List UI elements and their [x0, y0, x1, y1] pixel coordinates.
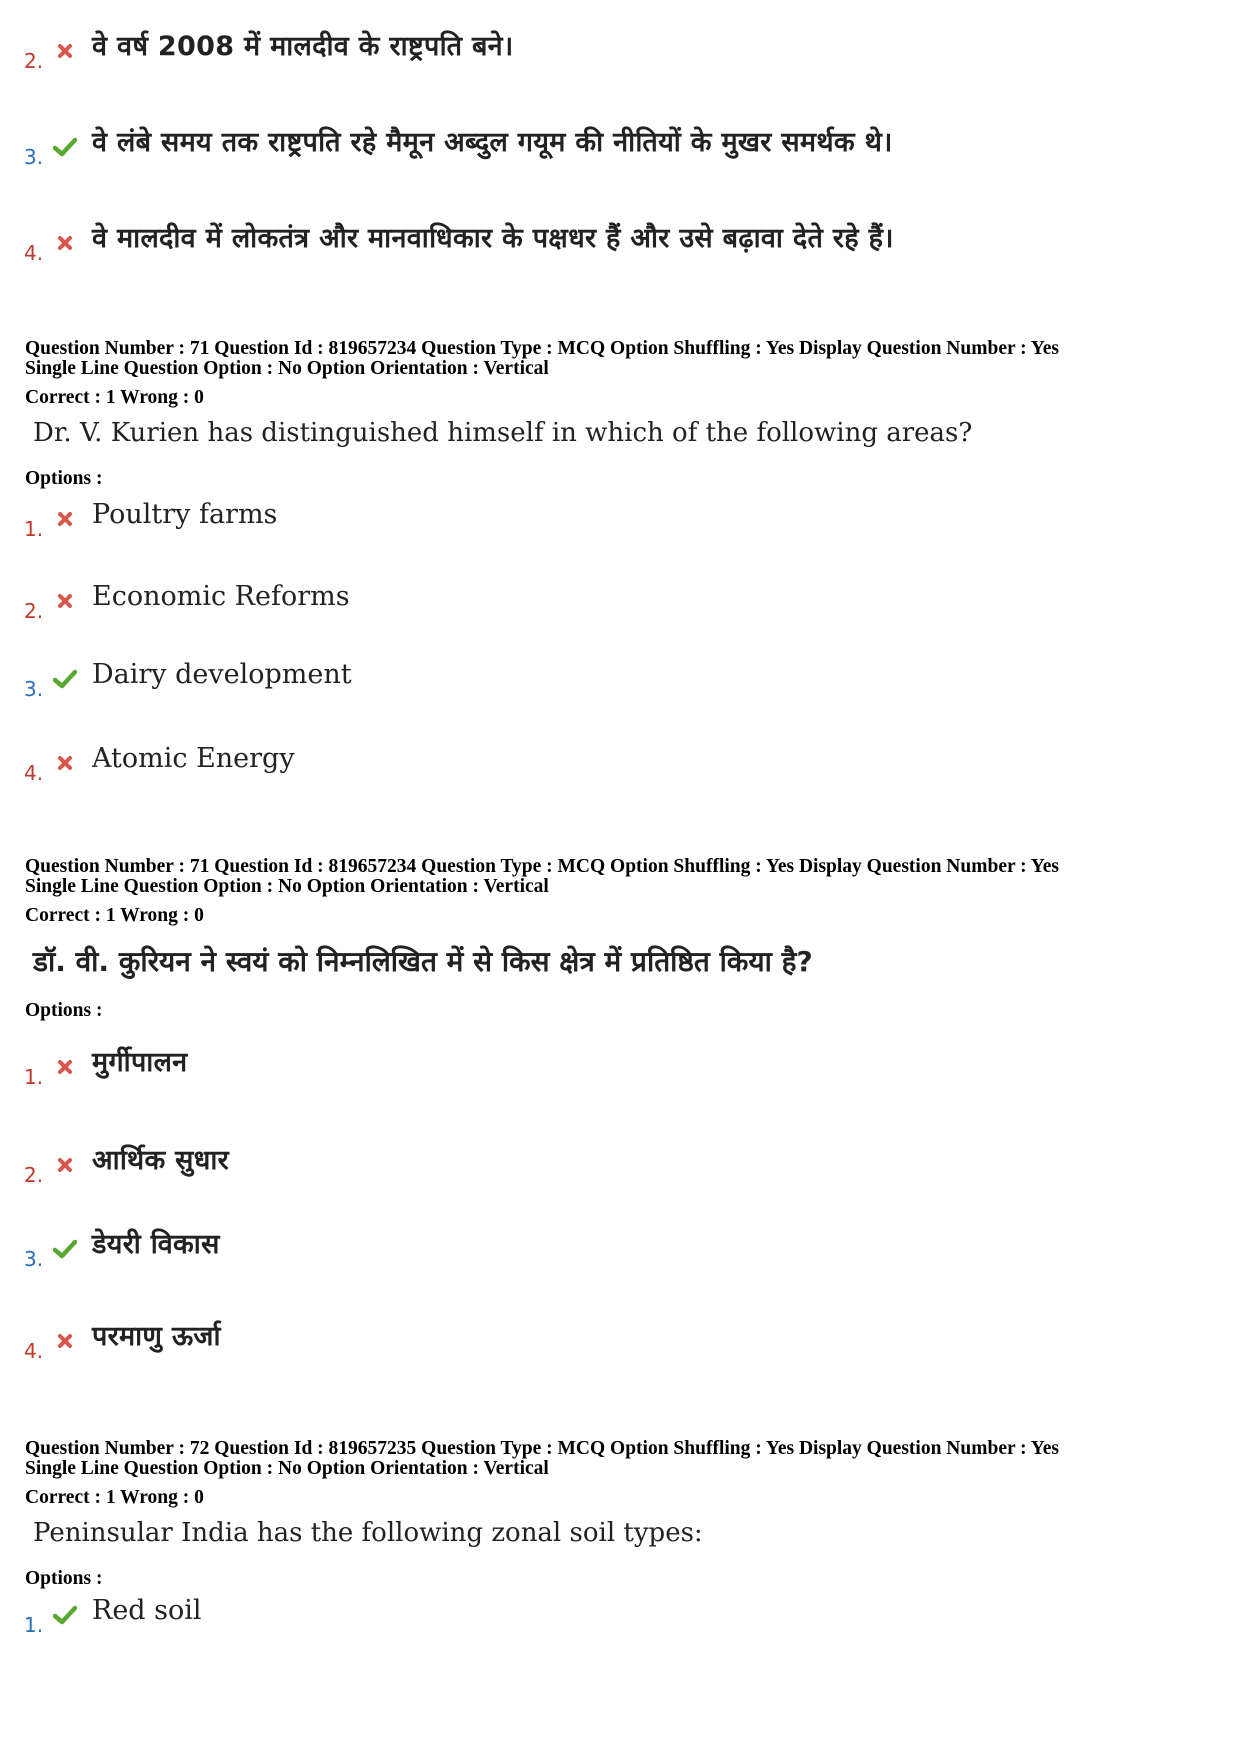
option-text: Poultry farms — [92, 499, 278, 530]
cross-icon — [52, 1328, 78, 1354]
option-number: 1. — [24, 1065, 44, 1089]
option-3 — [24, 656, 352, 700]
check-icon — [52, 666, 78, 692]
question-marks: Correct : 1 Wrong : 0 — [25, 1487, 204, 1508]
question-meta-line: Question Number : 71 Question Id : 819657234 Question Type : MCQ Option Shuffling : Yes Display Question Number : Yes — [25, 338, 1059, 359]
option-number: 1. — [24, 517, 44, 541]
option-number: 4. — [24, 241, 44, 265]
option-2 — [24, 1142, 229, 1186]
option-2 — [24, 28, 514, 72]
question-text: Peninsular India has the following zonal soil types: — [33, 1518, 703, 1548]
option-number: 4. — [24, 1339, 44, 1363]
option-number: 3. — [24, 677, 44, 701]
question-text: Dr. V. Kurien has distinguished himself in which of the following areas? — [33, 418, 973, 448]
option-text: वे मालदीव में लोकतंत्र और मानवाधिकार के पक्षधर हैं और उसे बढ़ावा देते रहे हैं। — [92, 223, 894, 254]
option-text: डेयरी विकास — [92, 1229, 220, 1260]
options-label: Options : — [25, 1000, 103, 1021]
option-number: 4. — [24, 761, 44, 785]
cross-icon — [52, 506, 78, 532]
option-1 — [24, 1044, 187, 1088]
option-3 — [24, 124, 893, 168]
option-number: 1. — [24, 1613, 44, 1637]
option-2 — [24, 578, 350, 622]
option-text: Red soil — [92, 1595, 202, 1626]
option-1 — [24, 1592, 202, 1636]
check-icon — [52, 1236, 78, 1262]
question-meta-line: Single Line Question Option : No Option Orientation : Vertical — [25, 1458, 549, 1479]
check-icon — [52, 134, 78, 160]
cross-icon — [52, 588, 78, 614]
option-number: 2. — [24, 49, 44, 73]
option-number: 2. — [24, 1163, 44, 1187]
option-4 — [24, 1318, 221, 1362]
cross-icon — [52, 1152, 78, 1178]
option-text: वे वर्ष 2008 में मालदीव के राष्ट्रपति बने। — [92, 31, 514, 62]
option-text: Economic Reforms — [92, 581, 350, 612]
question-meta-line: Question Number : 72 Question Id : 819657235 Question Type : MCQ Option Shuffling : Yes Display Question Number : Yes — [25, 1438, 1059, 1459]
question-meta-line: Single Line Question Option : No Option Orientation : Vertical — [25, 876, 549, 897]
option-4 — [24, 220, 894, 264]
option-number: 3. — [24, 145, 44, 169]
check-icon — [52, 1602, 78, 1628]
cross-icon — [52, 1054, 78, 1080]
options-label: Options : — [25, 468, 103, 489]
question-marks: Correct : 1 Wrong : 0 — [25, 905, 204, 926]
option-text: Dairy development — [92, 659, 352, 690]
option-text: Atomic Energy — [92, 743, 295, 774]
question-meta-line: Question Number : 71 Question Id : 819657234 Question Type : MCQ Option Shuffling : Yes Display Question Number : Yes — [25, 856, 1059, 877]
option-text: मुर्गीपालन — [92, 1047, 188, 1078]
cross-icon — [52, 38, 78, 64]
option-number: 2. — [24, 599, 44, 623]
question-marks: Correct : 1 Wrong : 0 — [25, 387, 204, 408]
option-4 — [24, 740, 295, 784]
option-1 — [24, 496, 277, 540]
option-3 — [24, 1226, 220, 1270]
option-number: 3. — [24, 1247, 44, 1271]
question-meta-line: Single Line Question Option : No Option Orientation : Vertical — [25, 358, 549, 379]
question-text: डॉ. वी. कुरियन ने स्वयं को निम्नलिखित में से किस क्षेत्र में प्रतिष्ठित किया है? — [33, 945, 813, 978]
option-text: परमाणु ऊर्जा — [92, 1321, 221, 1352]
option-text: आर्थिक सुधार — [92, 1145, 229, 1176]
option-text: वे लंबे समय तक राष्ट्रपति रहे मैमून अब्दुल गयूम की नीतियों के मुखर समर्थक थे। — [92, 127, 893, 158]
cross-icon — [52, 750, 78, 776]
options-label: Options : — [25, 1568, 103, 1589]
cross-icon — [52, 230, 78, 256]
